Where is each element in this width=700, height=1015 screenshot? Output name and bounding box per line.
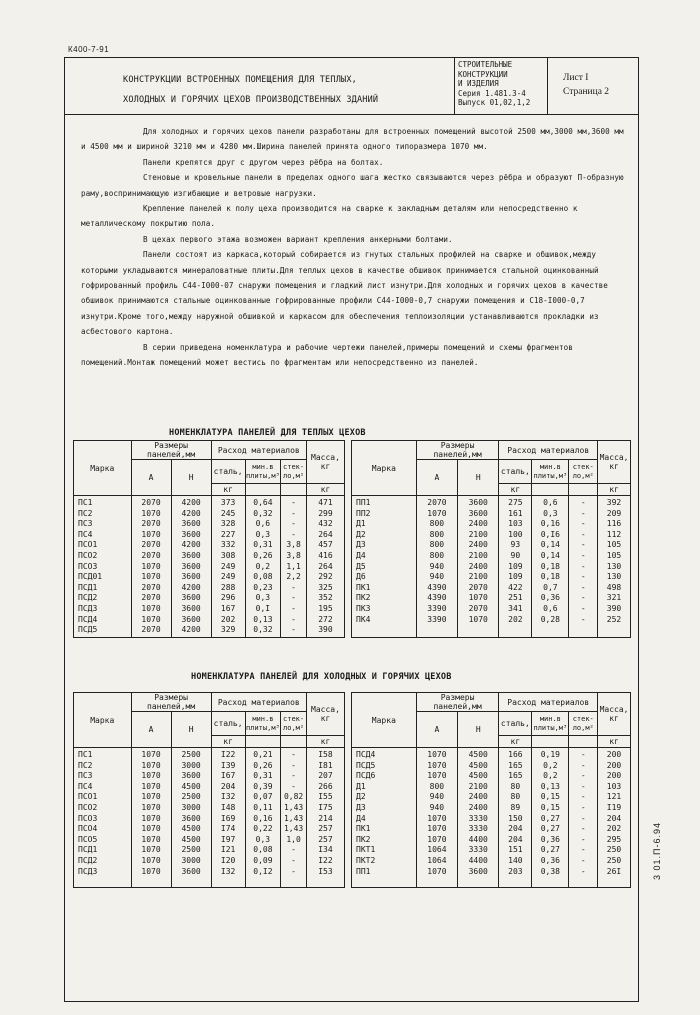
- h-column: 4200 4200 3600 3600 4200 3600 3600 3600 4200 3600 3600 3600 4200: [171, 496, 211, 638]
- col-header-wool: мин.в плиты,м³: [245, 712, 281, 736]
- paragraph: В цехах первого этажа возможен вариант крепления анкерными болтами.: [143, 234, 453, 244]
- wool-column: 0,6 0,3 0,16 0,I6 0,14 0,14 0,18 0,18 0,7 0,36 0,6 0,28: [532, 496, 569, 638]
- paragraph: Панели крепятся друг с другом через рёбра на болтах.: [143, 157, 384, 167]
- wool-column: 0,21 0,26 0,31 0,39 0,07 0,11 0,16 0,22 0,3 0,08 0,09 0,I2: [245, 748, 281, 888]
- col-header-wool: мин.в плиты,м³: [532, 712, 569, 736]
- marks-column: ПС1 ПС2 ПС3 ПС4 ПСО1 ПСО2 ПСО3 ПСО4 ПСО5 ПСД1 ПСД2 ПСД3: [74, 748, 132, 888]
- title-block-sheet: [548, 58, 638, 127]
- col-header-steel: сталь,: [499, 460, 532, 484]
- col-header-kg: кг: [306, 736, 344, 748]
- a-column: 2070 1070 2070 1070 2070 2070 1070 1070 2070 2070 1070 1070 2070: [131, 496, 171, 638]
- col-header-a: А: [131, 712, 171, 748]
- col-header-sizes: Размеры панелей,мм: [131, 441, 211, 460]
- a-column: 2070 1070 800 800 800 800 940 940 4390 4390 3390 3390: [416, 496, 457, 638]
- col-header-wool: мин.в плиты,м³: [245, 460, 281, 484]
- col-header-h: Н: [171, 460, 211, 496]
- col-header-steel: сталь,: [211, 712, 245, 736]
- h-column: 3600 3600 2400 2100 2400 2100 2400 2100 2070 1070 2070 1070: [458, 496, 499, 638]
- title-block: [65, 58, 638, 115]
- col-header-sizes: Размеры панелей,мм: [131, 693, 211, 712]
- col-header-kg: кг: [598, 736, 631, 748]
- paragraph: Для холодных и горячих цехов панели разработаны для встроенных помещений высотой 2500 мм,3000 мм,3600 мм и 4500 мм и шириной 3210 мм и 4280 мм.Ширина панелей принята одного типоразмера 1070 мм.: [81, 127, 624, 152]
- col-header-glass: стек- ло,м²: [281, 712, 307, 736]
- col-header-consumption: Расход материалов: [499, 441, 598, 460]
- wool-column: 0,64 0,32 0,6 0,3 0,31 0,26 0,2 0,08 0,23 0,3 0,I 0,13 0,32: [245, 496, 281, 638]
- paragraph: Панели состоят из каркаса,который собирается из гнутых стальных профилей на сварке и обшивок,между которыми укладываются минераловатные плиты.Для теплых цехов в качестве обшивок принимается стальной оцинкованный гофрированный профиль С44-I000-07 снаружи помещения и гладкий лист изнутри.Для холодных и горячих цехов в качестве обшивок принимаются стальные оцинкованные гофрированные профили С44-I000-0,7 снаружи помещения и С18-I000-0,7 изнутри.Кроме того,между наружной обшивкой и каркасом для обеспечения теплоизоляции устанавливаются прокладки из асбестового картона.: [81, 250, 608, 337]
- marks-column: ПС1 ПС2 ПС3 ПС4 ПСО1 ПСО2 ПСО3 ПСД01 ПСД1 ПСД2 ПСД3 ПСД4 ПСД5: [74, 496, 132, 638]
- col-header-kg: кг: [598, 484, 631, 496]
- col-header-wool: мин.в плиты,м³: [532, 460, 569, 484]
- col-header-steel: сталь,: [499, 712, 532, 736]
- glass-column: - - - - 0,82 1,43 1,43 1,43 1,0 - - -: [281, 748, 307, 888]
- col-header-mark: Марка: [352, 441, 417, 496]
- h-column: 2500 3000 3600 4500 2500 3000 3600 4500 4500 2500 3000 3600: [171, 748, 211, 888]
- col-header-sizes: Размеры панелей,мм: [416, 441, 499, 460]
- col-header-mass: Масса, кг: [306, 693, 344, 736]
- col-header-a: А: [131, 460, 171, 496]
- col-header-consumption: Расход материалов: [211, 441, 306, 460]
- series-line-2: КОНСТРУКЦИИ: [458, 69, 508, 79]
- steel-column: 373 245 328 227 332 308 249 249 288 296 167 202 329: [211, 496, 245, 638]
- steel-column: 166 165 165 80 80 89 150 204 204 151 140 203: [499, 748, 532, 888]
- col-header-h: Н: [458, 712, 499, 748]
- marks-column: ПП1 ПП2 Д1 Д2 Д3 Д4 Д5 Д6 ПК1 ПК2 ПК3 ПК4: [352, 496, 417, 638]
- series-line-5: Выпуск 01,02,1,2: [458, 98, 531, 107]
- col-header-mass: Масса, кг: [598, 441, 631, 484]
- page-number: Страница 2: [563, 87, 610, 97]
- sheet-number: Лист I: [563, 73, 589, 83]
- col-header-h: Н: [171, 712, 211, 748]
- cold-hot-shops-table-right: [351, 692, 631, 888]
- col-header-steel: сталь,: [211, 460, 245, 484]
- table-title-cold-hot: НОМЕНКЛАТУРА ПАНЕЛЕЙ ДЛЯ ХОЛОДНЫХ И ГОРЯЧИХ ЦЕХОВ: [191, 672, 452, 682]
- wool-column: 0,19 0,2 0,2 0,13 0,15 0,15 0,27 0,27 0,36 0,27 0,36 0,38: [532, 748, 569, 888]
- mass-column: 471 299 432 264 457 416 264 292 325 352 195 272 390: [306, 496, 344, 638]
- col-header-kg: кг: [499, 484, 532, 496]
- col-header-a: А: [416, 712, 457, 748]
- col-header-mark: Марка: [352, 693, 417, 748]
- col-header-kg: кг: [306, 484, 344, 496]
- col-header-consumption: Расход материалов: [499, 693, 598, 712]
- col-header-mark: Марка: [74, 693, 132, 748]
- col-header-h: Н: [458, 460, 499, 496]
- steel-column: I22 I39 I67 204 I32 I48 I69 I74 I97 I21 I20 I32: [211, 748, 245, 888]
- document-code: К400-7-91: [68, 45, 110, 54]
- glass-column: - - - - - - - - - - - -: [569, 748, 598, 888]
- paragraph: В серии приведена номенклатура и рабочие чертежи панелей,примеры помещений и схемы фрагментов помещений.Монтаж помещений может вестись по фрагментам или непосредственно из панелей.: [81, 342, 573, 368]
- col-header-sizes: Размеры панелей,мм: [416, 693, 499, 712]
- drawing-sheet: [64, 57, 639, 1002]
- paragraph: Крепление панелей к полу цеха производится на сварке к закладным деталям или непосредственно к металлическому покрытию пола.: [81, 204, 578, 229]
- title-block-title: [65, 58, 455, 114]
- col-header-consumption: Расход материалов: [211, 693, 306, 712]
- mass-column: 392 209 116 112 105 105 130 130 498 321 390 252: [598, 496, 631, 638]
- col-header-kg: кг: [499, 736, 532, 748]
- mass-column: I58 I81 207 266 I55 I75 214 257 257 I34 I22 I53: [306, 748, 344, 888]
- a-column: 1070 1070 1070 800 940 940 1070 1070 1070 1064 1064 1070: [416, 748, 457, 888]
- col-header-kg: кг: [211, 736, 245, 748]
- cold-hot-shops-table-left: [73, 692, 345, 888]
- mass-column: 200 200 200 103 121 I19 204 202 295 250 250 26I: [598, 748, 631, 888]
- table-title-warm: НОМЕНКЛАТУРА ПАНЕЛЕЙ ДЛЯ ТЕПЛЫХ ЦЕХОВ: [169, 428, 366, 438]
- col-header-a: А: [416, 460, 457, 496]
- col-header-mass: Масса, кг: [598, 693, 631, 736]
- col-header-glass: стек- ло,м²: [569, 712, 598, 736]
- glass-column: - - - - 3,8 3,8 1,1 2,2 - - - - -: [281, 496, 307, 638]
- glass-column: - - - - - - - - - - - -: [569, 496, 598, 638]
- series-line-1: СТРОИТЕЛЬНЫЕ: [458, 60, 513, 69]
- warm-shops-table-left: [73, 440, 345, 638]
- col-header-mark: Марка: [74, 441, 132, 496]
- title-line-1: КОНСТРУКЦИИ ВСТРОЕННЫХ ПОМЕЩЕНИЯ ДЛЯ ТЕПЛЫХ,: [123, 75, 357, 85]
- h-column: 4500 4500 4500 2100 2400 2400 3330 3330 4400 3330 4400 3600: [458, 748, 499, 888]
- warm-shops-table-right: [351, 440, 631, 638]
- title-line-2: ХОЛОДНЫХ И ГОРЯЧИХ ЦЕХОВ ПРОИЗВОДСТВЕННЫХ ЗДАНИЙ: [123, 95, 379, 105]
- col-header-kg: кг: [211, 484, 245, 496]
- side-reference-code: 3 01.П-6.94: [652, 822, 662, 880]
- title-block-series: [455, 58, 548, 114]
- col-header-mass: Масса, кг: [306, 441, 344, 484]
- a-column: 1070 1070 1070 1070 1070 1070 1070 1070 1070 1070 1070 1070: [131, 748, 171, 888]
- col-header-glass: стек- ло,м²: [281, 460, 307, 484]
- col-header-glass: стек- ло,м²: [569, 460, 598, 484]
- steel-column: 275 161 103 100 93 90 109 109 422 251 341 202: [499, 496, 532, 638]
- marks-column: ПСД4 ПСД5 ПСД6 Д1 Д2 Д3 Д4 ПК1 ПК2 ПКТ1 ПКТ2 ПП1: [352, 748, 417, 888]
- paragraph: Стеновые и кровельные панели в пределах одного шага жестко связываются через рёбра и образуют П-образную раму,воспринимающую изгибающие и ветровые нагрузки.: [81, 173, 624, 198]
- series-line-4: Серия 1.481.3-4: [458, 88, 526, 98]
- body-text: [81, 124, 629, 371]
- series-line-3: И ИЗДЕЛИЯ: [458, 79, 499, 88]
